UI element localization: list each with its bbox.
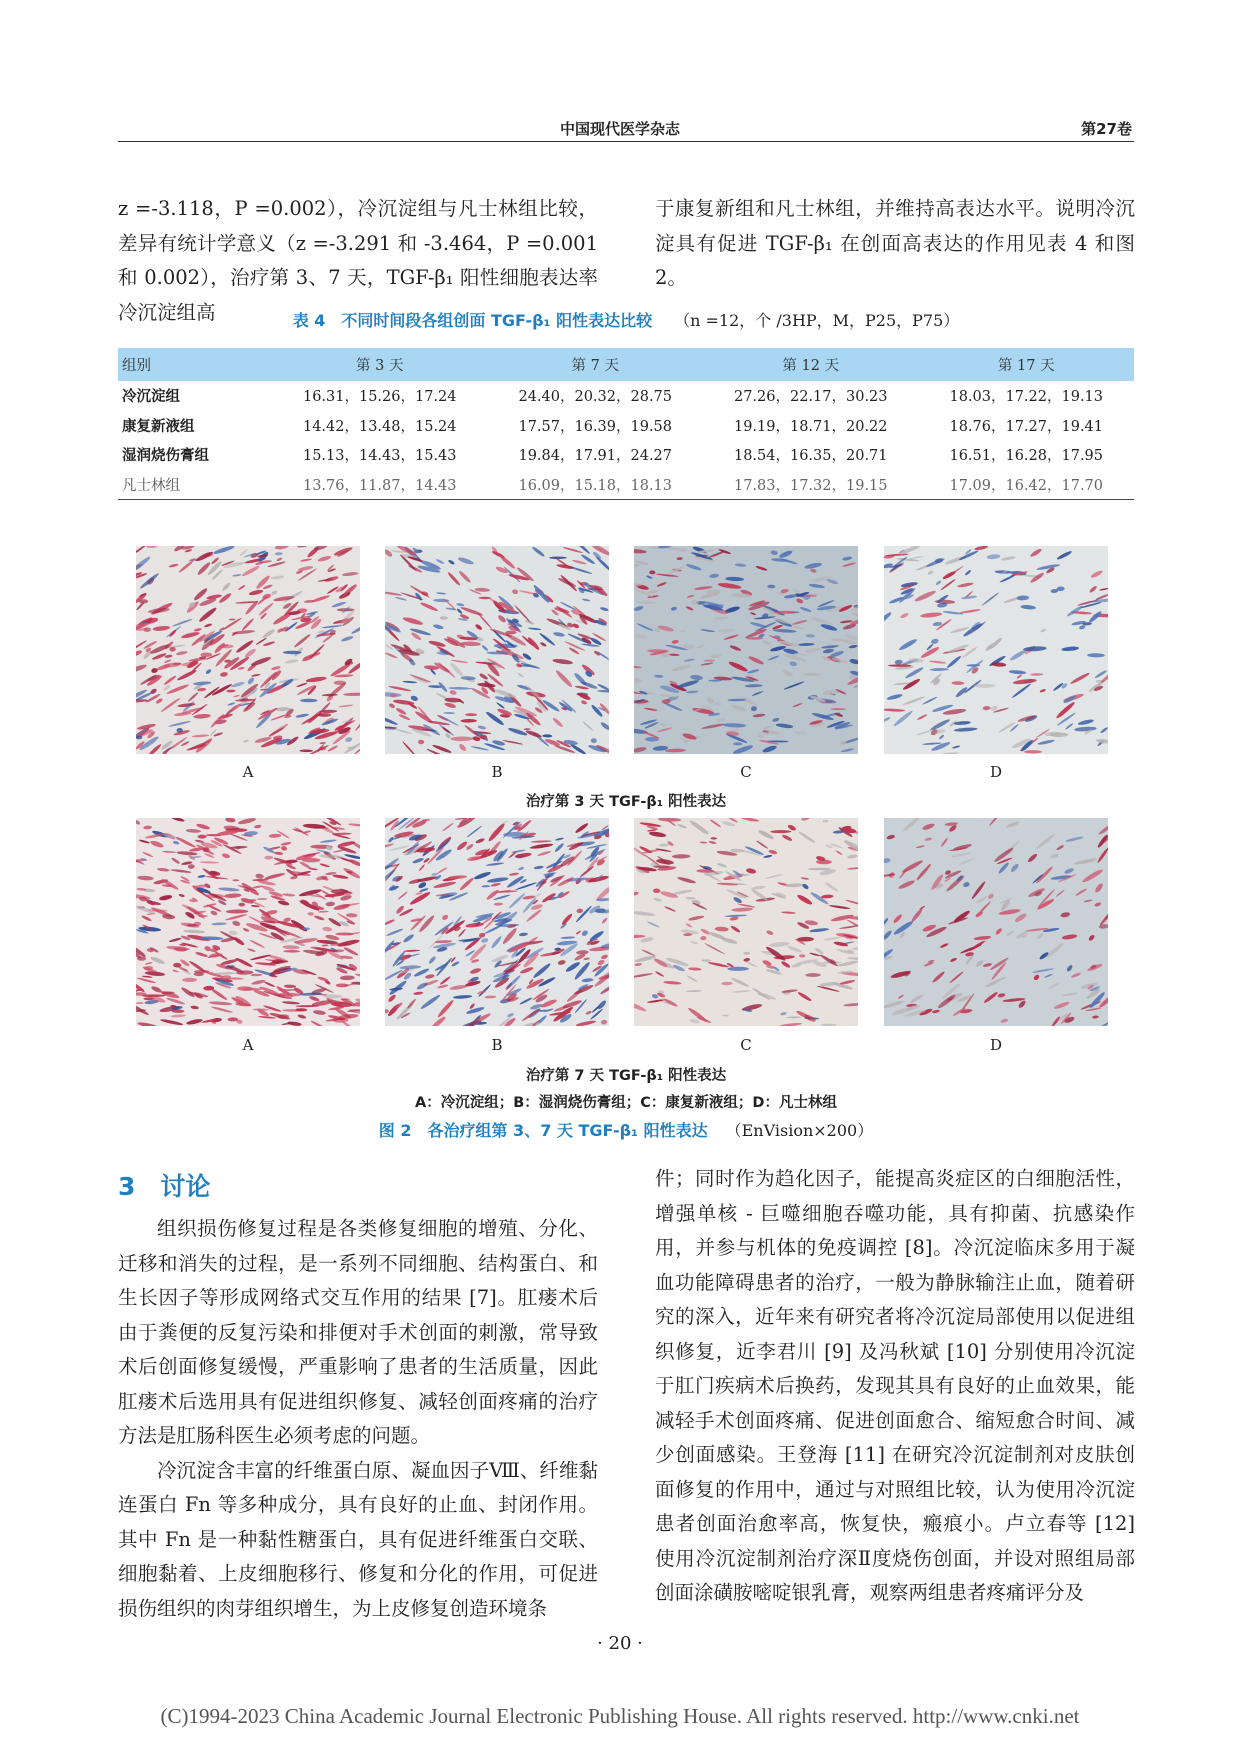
table-cell-group: 湿润烧伤膏组 — [122, 448, 209, 465]
micrograph-texture — [884, 546, 1108, 754]
discussion-paragraph-2: 冷沉淀含丰富的纤维蛋白原、凝血因子Ⅷ、纤维黏连蛋白 Fn 等多种成分，具有良好的止血、封闭作用。其中 Fn 是一种黏性糖蛋白，具有促进纤维蛋白交联、细胞黏着、上皮细胞移行、修复和分化的作用，可促进损伤组织的肉芽组织增生，为上皮修复创造环境条 — [118, 1458, 598, 1620]
micrograph-texture — [385, 546, 609, 754]
discussion-paragraph-1: 组织损伤修复过程是各类修复细胞的增殖、分化、迁移和消失的过程，是一系列不同细胞、结构蛋白、和生长因子等形成网络式交互作用的结果 [7]。肛瘘术后由于粪便的反复污染和排便对手术创面的刺激，常导致术后创面修复缓慢，严重影响了患者的生活质量，因此肛瘘术后选用具有促进组织修复、减轻创面疼痛的治疗方法是肛肠科医生必须考虑的问题。 — [118, 1217, 598, 1447]
section-heading: 3 讨论 — [118, 1172, 211, 1201]
micrograph-texture — [884, 818, 1108, 1026]
micrograph-day3-a — [136, 546, 360, 754]
page-number: · 20 · — [597, 1633, 643, 1654]
right-bottom-paragraph: 件；同时作为趋化因子，能提高炎症区的白细胞活性，增强单核 - 巨噬细胞吞噬功能，具有抑菌、抗感染作用，并参与机体的免疫调控 [8]。冷沉淀临床多用于凝血功能障碍患者的治疗，一般为静脉输注止血，随着研究的深入，近年来有研究者将冷沉淀局部使用以促进组织修复，近李君川 [9] 及冯秋斌 [10] 分别使用冷沉淀于肛门疾病术后换药，发现其具有良好的止血效果，能减轻手术创面疼痛、促进创面愈合、缩短愈合时间、减少创面感染。王登海 [11] 在研究冷沉淀制剂对皮肤创面修复的作用中，通过与对照组比较，认为使用冷沉淀患者创面治愈率高，恢复快，瘢痕小。卢立春等 [12] 使用冷沉淀制剂治疗深Ⅱ度烧伤创面，并设对照组局部创面涂磺胺嘧啶银乳膏，观察两组患者疼痛评分及 — [655, 1167, 1135, 1604]
table-cell: 13.76，11.87，14.43 — [272, 470, 488, 500]
micrograph-texture — [385, 818, 609, 1026]
micrograph-day3-b — [385, 546, 609, 754]
panel-label-d: D — [989, 1036, 1003, 1054]
table-cell: 15.13，14.43，15.43 — [302, 448, 457, 465]
table-cell: 16.31，15.26，17.24 — [302, 389, 457, 406]
header-rule — [118, 141, 1134, 142]
table-cell-group: 康复新液组 — [122, 418, 195, 435]
panel-label-c: C — [740, 1036, 752, 1054]
table-cell: 27.26，22.17，30.23 — [733, 389, 888, 406]
table-row — [118, 411, 1134, 441]
micrograph-texture — [136, 818, 360, 1026]
table-cell: 17.57，16.39，19.58 — [518, 418, 673, 435]
left-top-paragraph: z =-3.118，P =0.002），冷沉淀组与凡士林组比较，差异有统计学意义（z =-3.291 和 -3.464，P =0.001 和 0.002），治疗第 3、7 天，TGF-β₁ 阳性细胞表达率冷沉淀组高 — [118, 197, 598, 324]
right-top-paragraph: 于康复新组和凡士林组，并维持高表达水平。说明冷沉淀具有促进 TGF-β₁ 在创面高表达的作用见表 4 和图 2。 — [655, 197, 1135, 289]
table-note: （n =12，个 /3HP，M，P25，P75） — [674, 311, 960, 330]
table-cell: 16.51，16.28，17.95 — [949, 448, 1104, 465]
figure-row2-caption: 治疗第 7 天 TGF-β₁ 阳性表达 — [525, 1068, 727, 1084]
table-header-cell: 第 17 天 — [919, 348, 1135, 381]
panel-label-d: D — [989, 763, 1003, 781]
table-row — [118, 440, 1134, 470]
data-table — [118, 348, 1134, 500]
table-row — [118, 470, 1134, 500]
table-caption — [118, 308, 1134, 331]
panel-label-c: C — [740, 763, 752, 781]
table-cell: 18.54，16.35，20.71 — [733, 448, 888, 465]
table-cell: 17.09，16.42，17.70 — [919, 470, 1135, 500]
micrograph-texture — [634, 818, 858, 1026]
panel-label-a: A — [242, 1036, 254, 1054]
figure-legend: A：冷沉淀组；B：湿润烧伤膏组；C：康复新液组；D：凡士林组 — [415, 1095, 837, 1111]
micrograph-day7-a — [136, 818, 360, 1026]
panel-label-b: B — [491, 763, 503, 781]
table-cell: 14.42，13.48，15.24 — [302, 418, 457, 435]
table-cell: 18.03，17.22，19.13 — [949, 389, 1104, 406]
figure-caption — [118, 1118, 1134, 1141]
table-cell: 24.40，20.32，28.75 — [518, 389, 673, 406]
micrograph-day7-d — [884, 818, 1108, 1026]
table-cell: 19.19，18.71，20.22 — [733, 418, 888, 435]
micrograph-day7-c — [634, 818, 858, 1026]
panel-label-b: B — [491, 1036, 503, 1054]
table-title: 表 4 不同时间段各组创面 TGF-β₁ 阳性表达比较 — [292, 311, 653, 330]
table-cell: 16.09，15.18，18.13 — [488, 470, 704, 500]
copyright-footer: (C)1994-2023 China Academic Journal Electronic Publishing House. All rights reserved. http://www.cnki.net — [160, 1704, 1080, 1728]
micrograph-day3-d — [884, 546, 1108, 754]
micrograph-day7-b — [385, 818, 609, 1026]
table-cell: 18.76，17.27，19.41 — [949, 418, 1104, 435]
left-column — [118, 1212, 598, 1626]
table-cell-group: 凡士林组 — [118, 470, 272, 500]
figure-title: 图 2 各治疗组第 3、7 天 TGF-β₁ 阳性表达 — [378, 1121, 708, 1140]
table-cell-group: 冷沉淀组 — [122, 389, 180, 406]
table-header-cell: 第 7 天 — [488, 348, 704, 381]
table-row — [118, 381, 1134, 411]
table-cell: 17.83，17.32，19.15 — [703, 470, 919, 500]
figure-note: （EnVision×200） — [725, 1121, 874, 1140]
running-header-volume: 第27卷 — [1081, 120, 1132, 138]
table-header-cell: 组别 — [118, 348, 272, 381]
micrograph-texture — [634, 546, 858, 754]
table-header-cell: 第 3 天 — [272, 348, 488, 381]
running-header-journal: 中国现代医学杂志 — [560, 120, 681, 138]
table-header-row — [118, 348, 1134, 381]
micrograph-texture — [136, 546, 360, 754]
table-header-cell: 第 12 天 — [703, 348, 919, 381]
micrograph-day3-c — [634, 546, 858, 754]
table-cell: 19.84，17.91，24.27 — [518, 448, 673, 465]
figure-row1-caption: 治疗第 3 天 TGF-β₁ 阳性表达 — [525, 794, 727, 810]
panel-label-a: A — [242, 763, 254, 781]
